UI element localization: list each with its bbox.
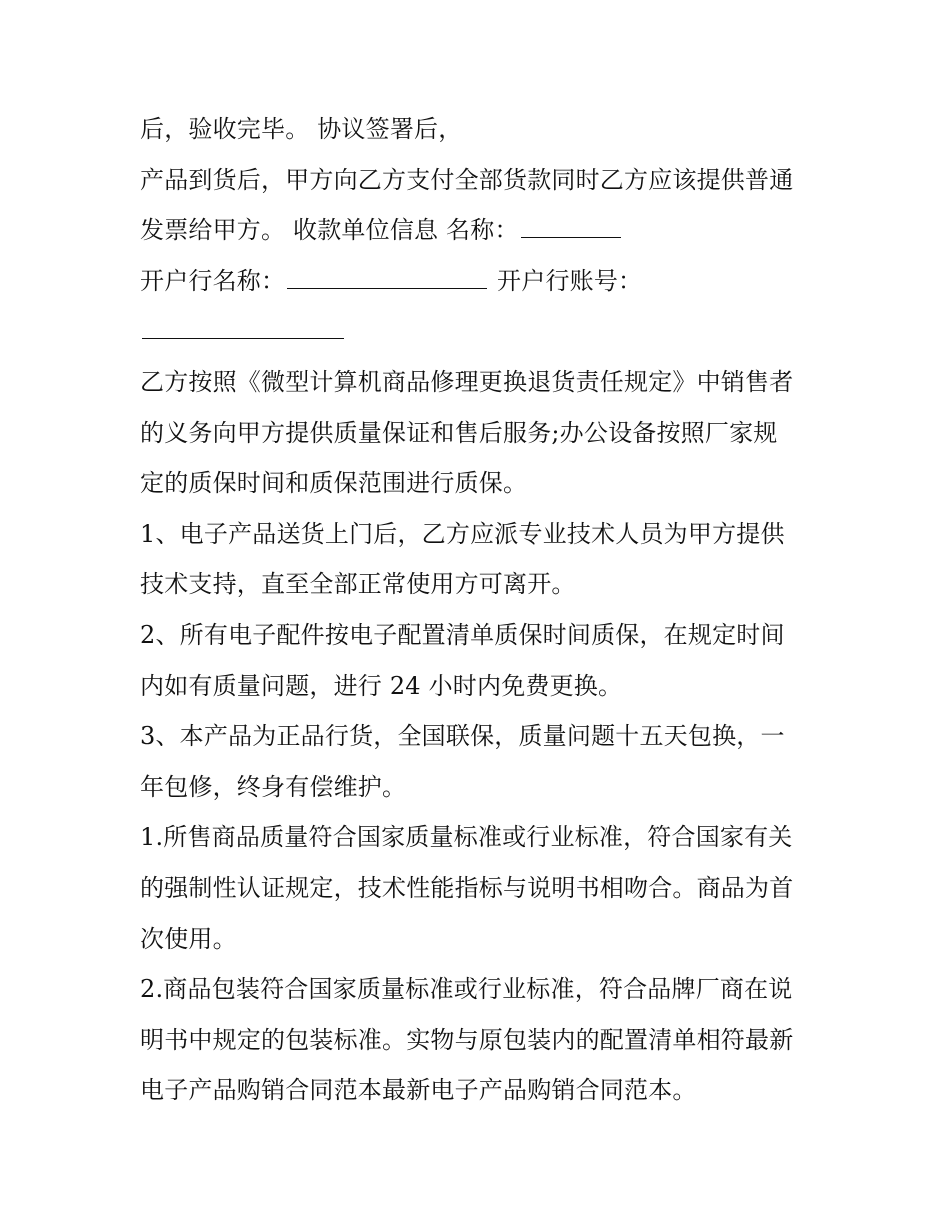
text-line: 电子产品购销合同范本最新电子产品购销合同范本。 [140, 1076, 697, 1105]
text-line: 明书中规定的包装标准。实物与原包装内的配置清单相符最新 [140, 1025, 794, 1054]
text-line: 的强制性认证规定，技术性能指标与说明书相吻合。商品为首 [140, 873, 794, 902]
document-page [140, 104, 820, 1116]
bank-account-label: 开户行账号： [497, 266, 643, 295]
text-line: 内如有质量问题，进行 24 小时内免费更换。 [140, 671, 623, 700]
text-line: 后，验收完毕。 协议签署后， [140, 115, 463, 143]
text-line: 2.商品包装符合国家质量标准或行业标准，符合品牌厂商在说 [140, 975, 793, 1004]
bank-name-blank [287, 266, 487, 289]
bank-name-label: 开户行名称： [140, 266, 286, 295]
text-line: 3、本产品为正品行货，全国联保，质量问题十五天包换，一 [140, 722, 785, 751]
text-line: 1.所售商品质量符合国家质量标准或行业标准，符合国家有关 [140, 823, 793, 852]
text-line-account-blank [140, 306, 820, 357]
payee-name-label: 发票给甲方。 收款单位信息 名称： [140, 216, 519, 245]
text-line: 的义务向甲方提供质量保证和售后服务;办公设备按照厂家规 [140, 418, 778, 447]
text-line: 1、电子产品送货上门后，乙方应派专业技术人员为甲方提供 [140, 519, 785, 548]
bank-account-blank [142, 316, 344, 339]
text-line: 次使用。 [140, 924, 237, 953]
text-line-payee-name [140, 205, 820, 256]
text-line: 定的质保时间和质保范围进行质保。 [140, 469, 528, 498]
text-line: 技术支持，直至全部正常使用方可离开。 [140, 570, 576, 599]
payee-name-blank [521, 215, 621, 238]
text-line-bank [140, 256, 820, 307]
text-line: 乙方按照《微型计算机商品修理更换退货责任规定》中销售者 [140, 367, 794, 396]
text-line: 产品到货后，甲方向乙方支付全部货款同时乙方应该提供普通 [140, 165, 794, 194]
text-line: 年包修，终身有偿维护。 [140, 772, 407, 801]
text-line: 2、所有电子配件按电子配置清单质保时间质保，在规定时间 [140, 620, 785, 649]
